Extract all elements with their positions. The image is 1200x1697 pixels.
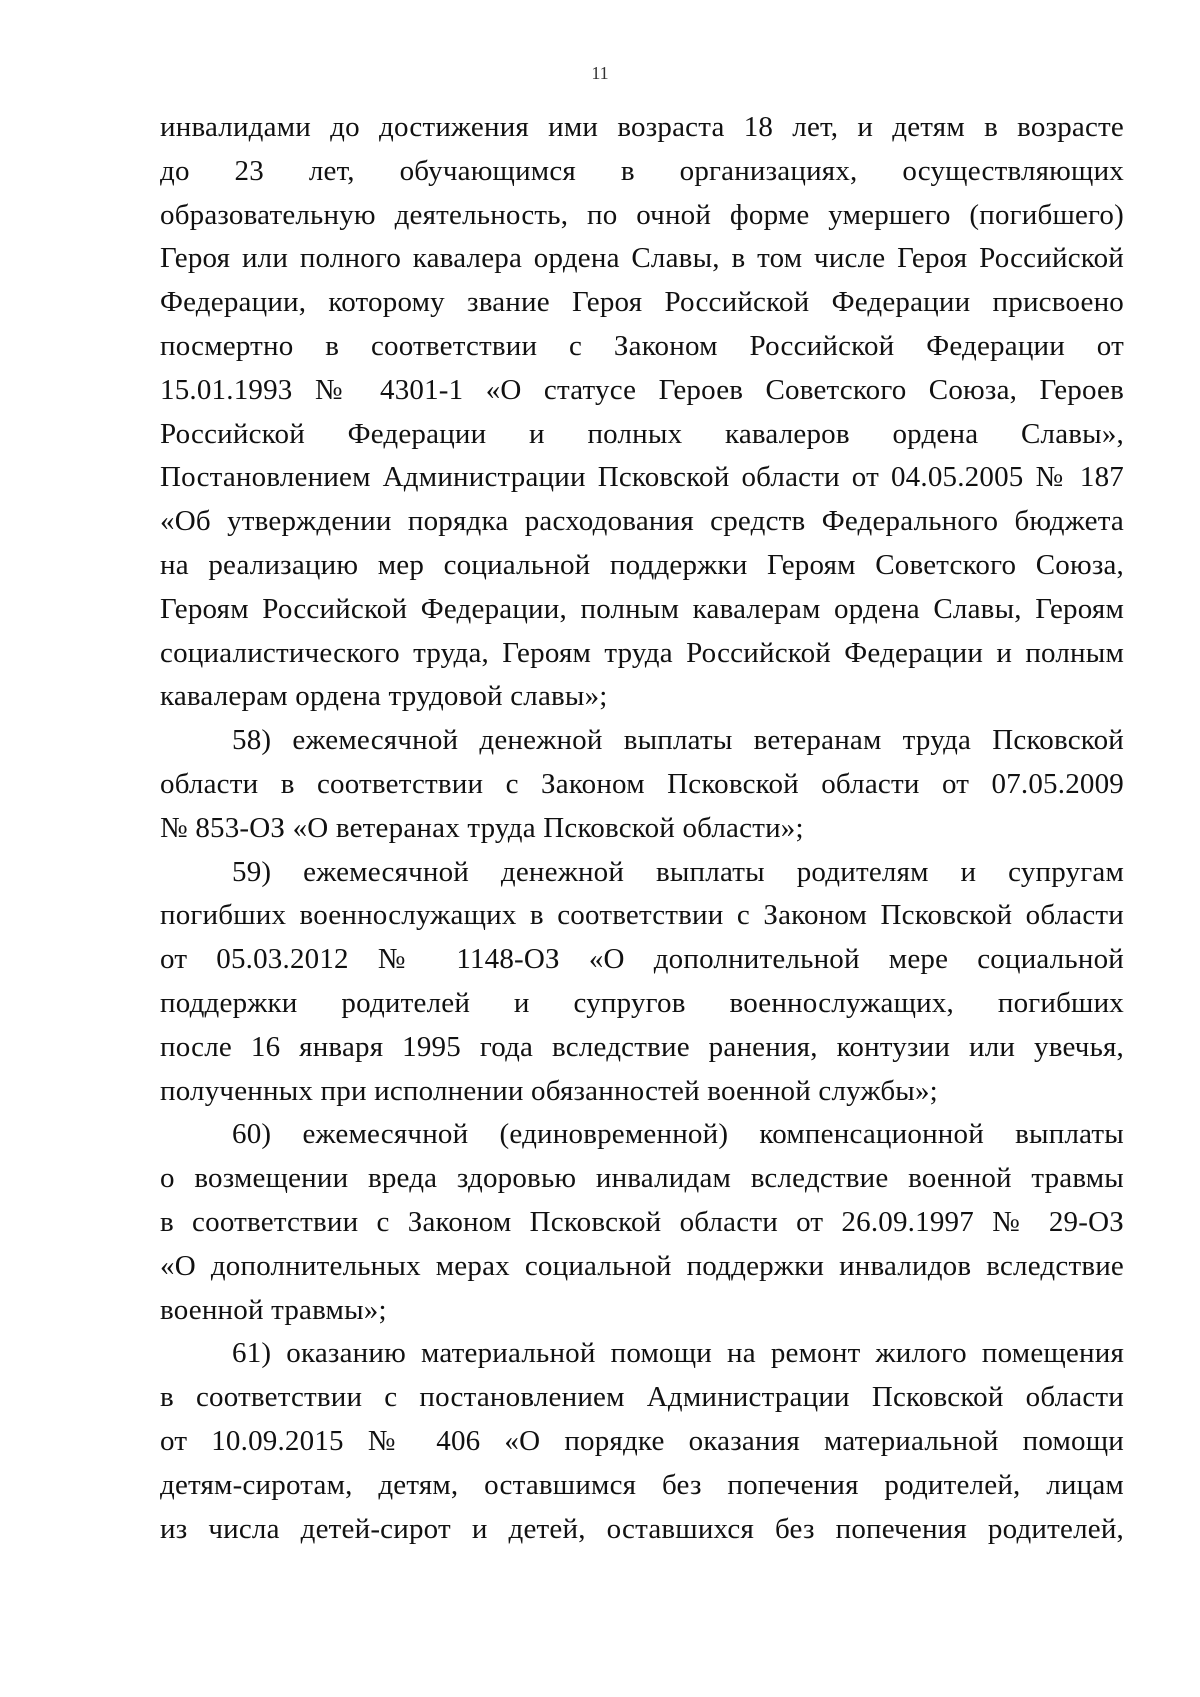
text-line: № 853-ОЗ «О ветеранах труда Псковской области»;	[160, 811, 804, 844]
text-line: из числа детей-сирот и детей, оставшихся без попечения родителей,	[160, 1512, 1124, 1545]
text-line: погибших военнослужащих в соответствии с Законом Псковской области	[160, 899, 1124, 932]
page-number: 11	[591, 63, 609, 83]
text-line: кавалерам ордена трудовой славы»;	[160, 680, 608, 713]
text-line: Героя или полного кавалера ордена Славы, в том числе Героя Российской	[160, 242, 1124, 275]
text-line: в соответствии с Законом Псковской области от 26.09.1997 № 29-ОЗ	[160, 1205, 1124, 1238]
text-line: до 23 лет, обучающимся в организациях, осуществляющих	[160, 154, 1124, 187]
text-line: «Об утверждении порядка расходования средств Федерального бюджета	[160, 505, 1124, 538]
text-line: после 16 января 1995 года вследствие ранения, контузии или увечья,	[160, 1030, 1124, 1063]
text-line: 58) ежемесячной денежной выплаты ветеранам труда Псковской	[232, 724, 1124, 757]
text-line: от 10.09.2015 № 406 «О порядке оказания материальной помощи	[160, 1424, 1124, 1457]
text-line: инвалидами до достижения ими возраста 18 лет, и детям в возрасте	[160, 111, 1124, 143]
paragraph-58	[160, 719, 1124, 850]
text-line: 61) оказанию материальной помощи на ремонт жилого помещения	[232, 1337, 1124, 1370]
text-line: в соответствии с постановлением Администрации Псковской области	[160, 1381, 1124, 1414]
text-line: полученных при исполнении обязанностей военной службы»;	[160, 1074, 938, 1107]
text-line: Федерации, которому звание Героя Российской Федерации присвоено	[160, 286, 1124, 319]
text-line: 59) ежемесячной денежной выплаты родителям и супругам	[232, 855, 1124, 888]
text-line: о возмещении вреда здоровью инвалидам вследствие военной травмы	[160, 1162, 1124, 1195]
text-line: «О дополнительных мерах социальной поддержки инвалидов вследствие	[160, 1249, 1124, 1282]
text-line: 60) ежемесячной (единовременной) компенсационной выплаты	[232, 1118, 1124, 1151]
text-line: Героям Российской Федерации, полным кавалерам ордена Славы, Героям	[160, 592, 1124, 625]
text-line: области в соответствии с Законом Псковской области от 07.05.2009	[160, 767, 1124, 800]
text-line: детям-сиротам, детям, оставшимся без попечения родителей, лицам	[160, 1468, 1124, 1501]
text-line: на реализацию мер социальной поддержки Героям Советского Союза,	[160, 548, 1124, 581]
text-line: поддержки родителей и супругов военнослужащих, погибших	[160, 986, 1124, 1019]
paragraph-continuation	[160, 106, 1124, 719]
document-body	[160, 106, 1124, 1551]
text-line: социалистического труда, Героям труда Российской Федерации и полным	[160, 636, 1124, 669]
text-line: Российской Федерации и полных кавалеров ордена Славы»,	[160, 417, 1124, 450]
text-line: посмертно в соответствии с Законом Российской Федерации от	[160, 329, 1124, 362]
text-line: от 05.03.2012 № 1148-ОЗ «О дополнительной мере социальной	[160, 943, 1124, 976]
text-line: Постановлением Администрации Псковской области от 04.05.2005 № 187	[160, 461, 1124, 494]
paragraph-61	[160, 1332, 1124, 1551]
text-line: образовательную деятельность, по очной форме умершего (погибшего)	[160, 198, 1124, 231]
paragraph-60	[160, 1113, 1124, 1332]
text-line: военной травмы»;	[160, 1293, 387, 1326]
paragraph-59	[160, 851, 1124, 1114]
text-line: 15.01.1993 № 4301-1 «О статусе Героев Советского Союза, Героев	[160, 373, 1124, 406]
